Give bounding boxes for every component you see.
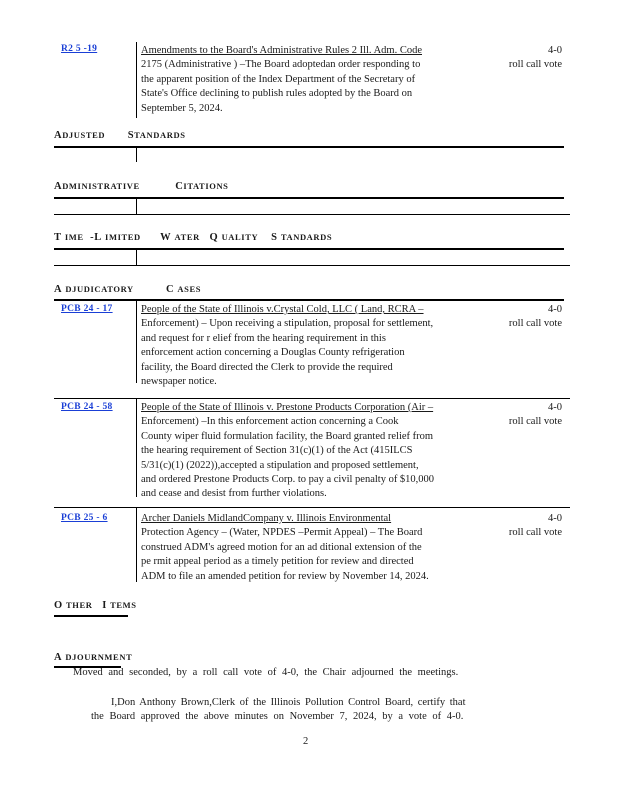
column-divider — [136, 199, 137, 214]
desc-line: and cease and desist from further violations. — [141, 488, 327, 500]
vote-cell — [480, 512, 562, 541]
section-heading-administrative-citations: ADMINISTRATIVE CITATIONS — [54, 181, 229, 192]
vote-label: roll call vote — [508, 416, 562, 428]
section-heading-adjournment: A DJOURNMENT — [54, 652, 133, 663]
desc-line: and ordered Prestone Products Corp. to pay a civil penalty of $10,000 — [141, 474, 435, 486]
desc-line: the apparent position of the Index Department of the Secretary of — [141, 73, 416, 85]
desc-line: enforcement action concerning a Douglas County refrigeration — [141, 347, 405, 359]
table-rule — [54, 265, 570, 266]
desc-line: Archer Daniels MidlandCompany v. Illinois Environmental — [141, 513, 392, 524]
section-rule — [54, 197, 564, 199]
vote-count: 4-0 — [548, 45, 562, 56]
column-divider — [136, 508, 137, 582]
page-number: 2 — [303, 736, 309, 747]
section-heading-adjusted-standards: ADJUSTED STANDARDS — [54, 130, 186, 141]
desc-line: Enforcement) –In this enforcement action concerning a Cook — [141, 416, 399, 428]
vote-count: 4-0 — [548, 513, 562, 524]
vote-label: roll call vote — [508, 318, 562, 330]
section-heading-other-items: O THER I TEMS — [54, 600, 137, 611]
item-description — [141, 401, 476, 502]
table-rule — [54, 398, 570, 399]
vote-count: 4-0 — [548, 304, 562, 315]
desc-line: the hearing requirement of Section 31(c)(1) of the Act (415ILCS — [141, 445, 413, 457]
desc-line: and request for r elief from the hearing requirement in this — [141, 332, 386, 344]
desc-line: ADM to file an amended petition for review by November 14, 2024. — [141, 570, 429, 582]
section-rule — [54, 299, 564, 301]
docket-link-pcb24-17[interactable]: PCB 24 - 17 — [61, 304, 113, 314]
desc-line: Protection Agency – (Water, NPDES –Permit Appeal) – The Board — [141, 527, 423, 539]
docket-link-pcb24-58[interactable]: PCB 24 - 58 — [61, 402, 113, 412]
column-divider — [136, 301, 137, 383]
section-rule — [54, 248, 564, 250]
table-rule — [54, 214, 570, 215]
desc-line: People of the State of Illinois v. Prestone Products Corporation (Air – — [141, 402, 434, 413]
item-description — [141, 44, 476, 116]
item-description — [141, 512, 476, 584]
desc-line: facility, the Board directed the Clerk to provide the required — [141, 361, 393, 373]
section-rule — [54, 146, 564, 148]
docket-link-pcb25-6[interactable]: PCB 25 - 6 — [61, 513, 108, 523]
vote-count: 4-0 — [548, 402, 562, 413]
certification-line-1: I,Don Anthony Brown,Clerk of the Illinois Pollution Control Board, certify that — [111, 697, 466, 708]
column-divider — [136, 42, 137, 118]
desc-line: September 5, 2024. — [141, 102, 223, 114]
table-rule — [54, 507, 570, 508]
section-rule — [54, 615, 128, 617]
column-divider — [136, 148, 137, 162]
desc-line: County wiper fluid formulation facility, the Board granted relief from — [141, 430, 434, 442]
column-divider — [136, 250, 137, 265]
docket-link-r25-19[interactable]: R2 5 -19 — [61, 44, 98, 54]
vote-cell — [480, 303, 562, 332]
section-heading-adjudicatory-cases: A DJUDICATORY C ASES — [54, 284, 202, 295]
desc-line: Enforcement) – Upon receiving a stipulation, proposal for settlement, — [141, 318, 434, 330]
desc-line: Amendments to the Board's Administrative Rules 2 Ill. Adm. Code — [141, 45, 422, 56]
desc-line: pe rmit appeal period as a timely petition for review and directed — [141, 556, 414, 568]
section-heading-time-limited-wqs: T IME -L IMITED W ATER Q UALITY S TANDARDS — [54, 232, 333, 243]
desc-line: 2175 (Administrative ) –The Board adoptedan order responding to — [141, 59, 421, 71]
adjournment-text: Moved and seconded, by a roll call vote of 4-0, the Chair adjourned the meetings. — [73, 667, 459, 678]
vote-cell — [480, 44, 562, 73]
desc-line: construed ADM's agreed motion for an ad ditional extension of the — [141, 541, 422, 553]
vote-label: roll call vote — [508, 527, 562, 539]
vote-label: roll call vote — [508, 59, 562, 71]
item-description — [141, 303, 476, 389]
column-divider — [136, 399, 137, 497]
desc-line: 5/31(c)(1) (2022)),accepted a stipulation and proposed settlement, — [141, 459, 419, 471]
desc-line: newspaper notice. — [141, 376, 217, 388]
vote-cell — [480, 401, 562, 430]
desc-line: State's Office declining to publish rules adopted by the Board on — [141, 88, 413, 100]
desc-line: People of the State of Illinois v.Crystal Cold, LLC ( Land, RCRA – — [141, 304, 424, 315]
certification-line-2: the Board approved the above minutes on November 7, 2024, by a vote of 4-0. — [91, 711, 464, 722]
